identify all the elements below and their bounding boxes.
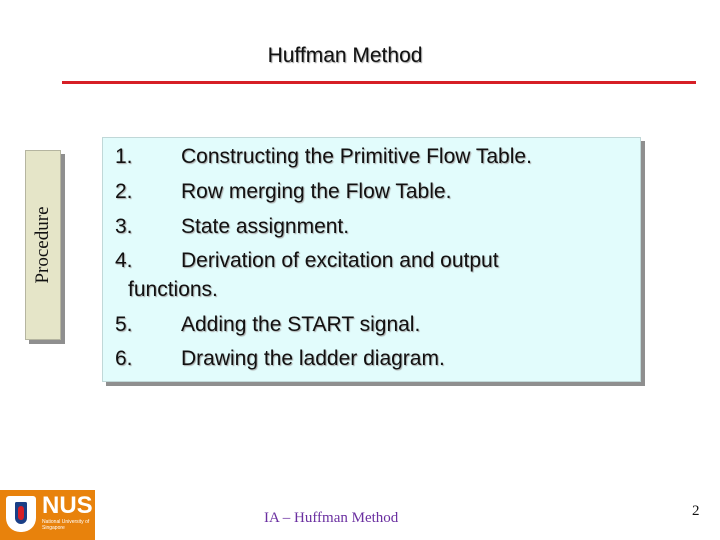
step-number: 5. [115, 313, 133, 336]
step-number: 6. [115, 347, 133, 370]
step-text: Drawing the ladder diagram. [181, 347, 445, 370]
step-text: Constructing the Primitive Flow Table. [181, 145, 532, 168]
footer-text: IA – Huffman Method [264, 510, 399, 526]
step-2 [115, 180, 451, 204]
logo-subtext: National University of Singapore [42, 519, 90, 531]
step-text: Row merging the Flow Table. [181, 180, 452, 203]
side-tab [25, 150, 61, 340]
slide-title: Huffman Method [267, 44, 423, 67]
step-4-continuation: functions. [128, 278, 218, 301]
step-number: 2. [115, 180, 133, 203]
step-6 [115, 347, 445, 371]
step-text: State assignment. [181, 215, 350, 238]
step-3 [115, 215, 349, 239]
step-4 [115, 249, 499, 273]
step-number: 1. [115, 145, 133, 168]
page-number: 2 [692, 503, 700, 519]
step-text: Adding the START signal. [181, 313, 421, 336]
side-tab-label: Procedure [32, 206, 53, 284]
crest-icon [6, 496, 36, 532]
logo-text: NUS [42, 492, 93, 519]
title-divider [62, 81, 696, 84]
nus-logo [0, 490, 95, 540]
step-number: 3. [115, 215, 133, 238]
step-number: 4. [115, 249, 133, 272]
step-5 [115, 313, 420, 337]
content-box [102, 137, 641, 382]
step-1 [115, 145, 532, 169]
step-text: Derivation of excitation and output [181, 249, 499, 272]
